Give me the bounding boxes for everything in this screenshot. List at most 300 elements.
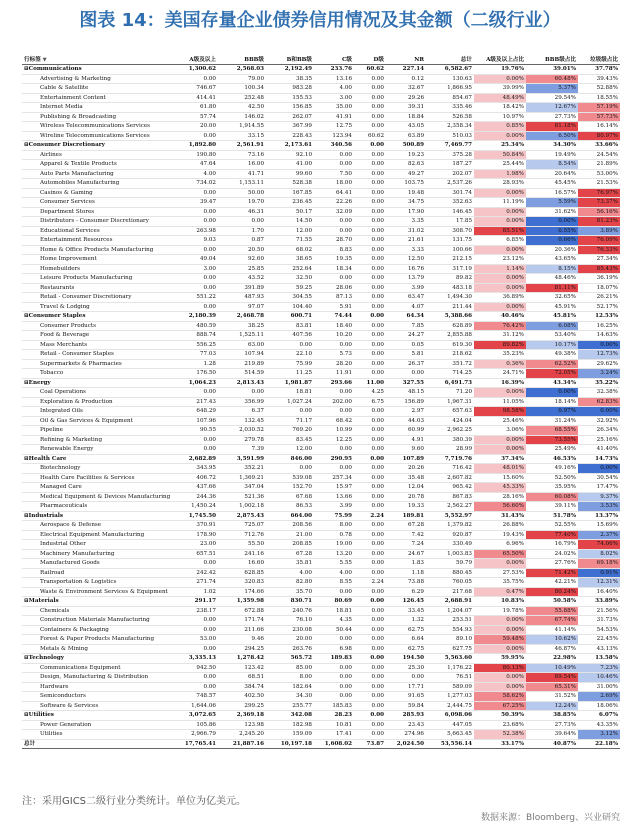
row-label: Food & Beverage	[22, 331, 172, 341]
c-value: 28.70	[314, 236, 354, 246]
total-value: 554.93	[426, 625, 474, 635]
bbb-value: 299.25	[218, 701, 266, 711]
col-header-label[interactable]: 行标签 ▼	[22, 44, 172, 65]
junk-share: 52.88%	[578, 84, 620, 94]
c-value: 19.35	[314, 255, 354, 265]
a-share: 26.88%	[474, 521, 526, 531]
junk-share: 12.53%	[578, 312, 620, 322]
junk-share: 33.66%	[578, 141, 620, 151]
nr-value: 64.34	[386, 312, 426, 322]
row-label: Power Generation	[22, 720, 172, 730]
b-bb-value: 159.09	[266, 730, 314, 740]
a-value: 0.00	[172, 302, 218, 312]
junk-share: 29.62%	[578, 359, 620, 369]
table-row	[22, 682, 620, 692]
d-value: 0.00	[354, 302, 386, 312]
nr-value: 39.31	[386, 103, 426, 113]
junk-share: 21.53%	[578, 179, 620, 189]
total-value: 716.42	[426, 464, 474, 474]
a-share: 65.50%	[474, 549, 526, 559]
row-label: Retail - Consumer Discretionary	[22, 293, 172, 303]
a-value: 406.72	[172, 473, 218, 483]
junk-share: 81.23%	[578, 217, 620, 227]
c-value: 8.00	[314, 521, 354, 531]
row-label: Publishing & Broadcasting	[22, 112, 172, 122]
a-value: 1,892.80	[172, 141, 218, 151]
nr-value: 189.81	[386, 511, 426, 521]
b-bb-value: 2,192.49	[266, 65, 314, 75]
total-value: 76.51	[426, 673, 474, 683]
nr-value: 6.29	[386, 587, 426, 597]
row-label: Consumer Services	[22, 198, 172, 208]
d-value: 0.00	[354, 340, 386, 350]
bbb-value: 19.70	[218, 198, 266, 208]
a-value: 242.42	[172, 568, 218, 578]
row-label: Consumer Products	[22, 321, 172, 331]
a-value: 23.00	[172, 540, 218, 550]
row-label: Managed Care	[22, 483, 172, 493]
table-row	[22, 483, 620, 493]
junk-share: 3.89%	[578, 226, 620, 236]
c-value: 18.00	[314, 179, 354, 189]
d-value: 0.00	[354, 540, 386, 550]
table-row	[22, 331, 620, 341]
col-header-a: A级及以上	[172, 44, 218, 65]
a-share: 0.00%	[474, 625, 526, 635]
b-bb-value: 228.43	[266, 131, 314, 141]
c-value: 18.40	[314, 321, 354, 331]
bbb-value: 146.02	[218, 112, 266, 122]
table-row	[22, 150, 620, 160]
bbb-share: 52.50%	[526, 473, 578, 483]
junk-share: 27.34%	[578, 255, 620, 265]
a-value: 1.02	[172, 587, 218, 597]
row-label: Advertising & Marketing	[22, 74, 172, 84]
c-value: 15.97	[314, 483, 354, 493]
a-share: 0.85%	[474, 122, 526, 132]
d-value: 0.00	[354, 188, 386, 198]
a-share: 0.00%	[474, 207, 526, 217]
a-share: 10.83%	[474, 597, 526, 607]
nr-value: 2.97	[386, 407, 426, 417]
col-header-bbb-share: BBB级占比	[526, 44, 578, 65]
a-value: 190.80	[172, 150, 218, 160]
nr-value: 274.96	[386, 730, 426, 740]
junk-share: 32.38%	[578, 388, 620, 398]
c-value: 11.91	[314, 369, 354, 379]
row-label: Supermarkets & Pharmacies	[22, 359, 172, 369]
a-share: 11.19%	[474, 198, 526, 208]
row-label: Internet Media	[22, 103, 172, 113]
nr-value: 19.33	[386, 502, 426, 512]
nr-value: 16.76	[386, 264, 426, 274]
junk-share: 7.23%	[578, 663, 620, 673]
junk-share: 25.16%	[578, 435, 620, 445]
bbb-share: 6.08%	[526, 321, 578, 331]
a-share: 19.43%	[474, 530, 526, 540]
nr-value: 29.26	[386, 93, 426, 103]
a-share: 15.60%	[474, 473, 526, 483]
table-row	[22, 587, 620, 597]
footnote: 注：采用GICS二级行业分类统计。单位为亿美元。	[22, 796, 247, 807]
bbb-value: 2,369.18	[218, 711, 266, 721]
row-label: Educational Services	[22, 226, 172, 236]
bbb-share: 25.49%	[526, 445, 578, 455]
b-bb-value: 528.38	[266, 179, 314, 189]
a-value: 2,682.89	[172, 454, 218, 464]
a-value: 61.80	[172, 103, 218, 113]
a-share: 1.14%	[474, 264, 526, 274]
junk-share: 0.00%	[578, 340, 620, 350]
total-value: 867.83	[426, 492, 474, 502]
bbb-share: 51.78%	[526, 511, 578, 521]
nr-value: 18.84	[386, 112, 426, 122]
b-bb-value: 0.00	[266, 407, 314, 417]
row-label: Oil & Gas Services & Equipment	[22, 416, 172, 426]
source-note: 数据来源：Bloomberg、兴业研究	[481, 813, 620, 823]
b-bb-value: 236.45	[266, 198, 314, 208]
table-row	[22, 84, 620, 94]
b-bb-value: 83.45	[266, 435, 314, 445]
b-bb-value: 59.25	[266, 283, 314, 293]
d-value: 0.00	[354, 435, 386, 445]
d-value: 0.00	[354, 606, 386, 616]
junk-share: 0.00%	[578, 407, 620, 417]
table-row	[22, 302, 620, 312]
sector-label: ⊟Technology	[22, 654, 172, 664]
bbb-share: 72.05%	[526, 369, 578, 379]
a-share: 0.00%	[474, 302, 526, 312]
junk-share: 10.46%	[578, 673, 620, 683]
sector-row	[22, 511, 620, 521]
d-value: 0.00	[354, 264, 386, 274]
junk-share: 36.19%	[578, 274, 620, 284]
sector-label: ⊟Utilities	[22, 711, 172, 721]
a-share: 0.00%	[474, 74, 526, 84]
total-value: 1,176.22	[426, 663, 474, 673]
total-value: 5,552.97	[426, 511, 474, 521]
total-value: 5,663.45	[426, 730, 474, 740]
a-share: 48.01%	[474, 464, 526, 474]
total-value: 202.07	[426, 169, 474, 179]
b-bb-value: 182.98	[266, 720, 314, 730]
table-row	[22, 350, 620, 360]
total-value: 130.63	[426, 74, 474, 84]
a-value: 0.00	[172, 673, 218, 683]
sector-row	[22, 454, 620, 464]
c-value: 3.00	[314, 93, 354, 103]
c-value: 4.00	[314, 84, 354, 94]
row-label: Tobacco	[22, 369, 172, 379]
nr-value: 7.24	[386, 540, 426, 550]
a-share: 0.00%	[474, 217, 526, 227]
row-label: Pipeline	[22, 426, 172, 436]
total-value: 1,494.30	[426, 293, 474, 303]
junk-share: 57.19%	[578, 103, 620, 113]
a-value: 551.22	[172, 293, 218, 303]
bbb-share: 0.55%	[526, 226, 578, 236]
bbb-share: 38.85%	[526, 711, 578, 721]
total-value: 2,607.82	[426, 473, 474, 483]
table-row	[22, 549, 620, 559]
sector-row	[22, 65, 620, 75]
a-value: 3,072.65	[172, 711, 218, 721]
nr-value: 7.85	[386, 321, 426, 331]
bbb-value: 55.50	[218, 540, 266, 550]
bbb-share: 27.76%	[526, 559, 578, 569]
total-value: 6,582.67	[426, 65, 474, 75]
b-bb-value: 41.00	[266, 160, 314, 170]
bbb-share: 46.53%	[526, 454, 578, 464]
d-value: 0.00	[354, 141, 386, 151]
a-share: 31.43%	[474, 511, 526, 521]
a-value: 57.74	[172, 112, 218, 122]
bbb-value: 2,468.78	[218, 312, 266, 322]
table-row	[22, 169, 620, 179]
c-value: 64.41	[314, 188, 354, 198]
b-bb-value: 76.10	[266, 616, 314, 626]
a-value: 0.00	[172, 616, 218, 626]
junk-share: 8.02%	[578, 549, 620, 559]
bbb-share: 10.49%	[526, 663, 578, 673]
nr-value: 63.47	[386, 293, 426, 303]
table-row	[22, 274, 620, 284]
a-share: 3.06%	[474, 426, 526, 436]
a-share: 27.53%	[474, 568, 526, 578]
bbb-value: 132.45	[218, 416, 266, 426]
bbb-value: 2,245.20	[218, 730, 266, 740]
a-value: 748.57	[172, 692, 218, 702]
total-value: 217.68	[426, 587, 474, 597]
d-value: 0.00	[354, 207, 386, 217]
a-share: 59.48%	[474, 635, 526, 645]
a-share: 23.12%	[474, 255, 526, 265]
col-header-nr: NR	[386, 44, 426, 65]
bbb-share: 65.31%	[526, 682, 578, 692]
junk-share: 74.06%	[578, 540, 620, 550]
d-value: 0.00	[354, 692, 386, 702]
row-label: Pharmaceuticals	[22, 502, 172, 512]
nr-value: 7.42	[386, 530, 426, 540]
d-value: 0.00	[354, 730, 386, 740]
bbb-value: 211.66	[218, 625, 266, 635]
table-row	[22, 530, 620, 540]
d-value: 0.00	[354, 179, 386, 189]
d-value: 73.87	[354, 739, 386, 749]
c-value: 123.94	[314, 131, 354, 141]
bbb-value: 20.50	[218, 245, 266, 255]
nr-value: 13.79	[386, 274, 426, 284]
d-value: 0.00	[354, 84, 386, 94]
a-value: 343.95	[172, 464, 218, 474]
bbb-share: 8.54%	[526, 160, 578, 170]
a-share: 0.00%	[474, 559, 526, 569]
row-label: Home & Office Products Manufacturing	[22, 245, 172, 255]
a-share: 39.99%	[474, 84, 526, 94]
c-value: 5.55	[314, 559, 354, 569]
bbb-value: 294.25	[218, 644, 266, 654]
c-value: 185.83	[314, 701, 354, 711]
bbb-value: 171.74	[218, 616, 266, 626]
bbb-value: 0.00	[218, 388, 266, 398]
c-value: 1,608.02	[314, 739, 354, 749]
a-share: 0.00%	[474, 131, 526, 141]
table-row	[22, 445, 620, 455]
junk-share: 57.73%	[578, 112, 620, 122]
bbb-share: 55.88%	[526, 606, 578, 616]
table-row	[22, 540, 620, 550]
a-share: 23.68%	[474, 720, 526, 730]
bbb-value: 1,153.11	[218, 179, 266, 189]
a-value: 3.00	[172, 264, 218, 274]
bbb-share: 32.65%	[526, 293, 578, 303]
nr-value: 26.37	[386, 359, 426, 369]
a-share: 0.00%	[474, 673, 526, 683]
bbb-value: 97.07	[218, 302, 266, 312]
b-bb-value: 208.56	[266, 521, 314, 531]
row-label: Chemicals	[22, 606, 172, 616]
a-share: 67.25%	[474, 701, 526, 711]
a-value: 77.03	[172, 350, 218, 360]
bbb-share: 68.55%	[526, 426, 578, 436]
bbb-value: 2,030.52	[218, 426, 266, 436]
table-row	[22, 188, 620, 198]
row-label: Auto Parts Manufacturing	[22, 169, 172, 179]
row-label: Wireline Telecommunications Services	[22, 131, 172, 141]
a-value: 1,064.23	[172, 378, 218, 388]
row-label: Airlines	[22, 150, 172, 160]
bbb-value: 79.00	[218, 74, 266, 84]
c-value: 10.99	[314, 426, 354, 436]
sector-row	[22, 711, 620, 721]
nr-value: 91.65	[386, 692, 426, 702]
total-value: 483.18	[426, 283, 474, 293]
total-value: 301.74	[426, 188, 474, 198]
a-share: 45.33%	[474, 483, 526, 493]
total-value: 1,866.95	[426, 84, 474, 94]
bbb-share: 49.38%	[526, 350, 578, 360]
a-value: 53.00	[172, 635, 218, 645]
a-value: 648.29	[172, 407, 218, 417]
total-value: 335.46	[426, 103, 474, 113]
a-value: 2,180.39	[172, 312, 218, 322]
d-value: 11.00	[354, 378, 386, 388]
table-row	[22, 616, 620, 626]
table-row	[22, 217, 620, 227]
total-value: 965.42	[426, 483, 474, 493]
row-label: Utilities	[22, 730, 172, 740]
row-label: Department Stores	[22, 207, 172, 217]
d-value: 0.00	[354, 663, 386, 673]
a-value: 0.00	[172, 207, 218, 217]
a-share: 89.82%	[474, 340, 526, 350]
a-share: 6.96%	[474, 540, 526, 550]
total-value: 510.03	[426, 131, 474, 141]
c-value: 4.35	[314, 616, 354, 626]
junk-share: 3.24%	[578, 369, 620, 379]
total-value: 17.85	[426, 217, 474, 227]
total-value: 308.70	[426, 226, 474, 236]
bbb-value: 16.60	[218, 559, 266, 569]
a-share: 0.00%	[474, 245, 526, 255]
junk-share: 43.35%	[578, 720, 620, 730]
credit-table	[22, 44, 620, 749]
row-label: Cable & Satellite	[22, 84, 172, 94]
total-value: 526.58	[426, 112, 474, 122]
bbb-share: 10.17%	[526, 340, 578, 350]
bbb-value: 514.59	[218, 369, 266, 379]
total-value: 351.72	[426, 359, 474, 369]
bbb-value: 487.93	[218, 293, 266, 303]
d-value: 0.00	[354, 682, 386, 692]
filter-dropdown-icon[interactable]: ▼	[42, 57, 47, 63]
junk-share: 53.00%	[578, 169, 620, 179]
b-bb-value: 342.08	[266, 711, 314, 721]
b-bb-value: 1,981.87	[266, 378, 314, 388]
table-row	[22, 122, 620, 132]
nr-value: 21.61	[386, 236, 426, 246]
bbb-value: 2,813.43	[218, 378, 266, 388]
nr-value: 62.75	[386, 625, 426, 635]
a-share: 33.17%	[474, 739, 526, 749]
b-bb-value: 2,173.61	[266, 141, 314, 151]
b-bb-value: 83.81	[266, 321, 314, 331]
bbb-share: 45.81%	[526, 312, 578, 322]
table-row	[22, 692, 620, 702]
junk-share: 30.54%	[578, 473, 620, 483]
nr-value: 25.30	[386, 663, 426, 673]
c-value: 12.25	[314, 435, 354, 445]
total-value: 7,469.77	[426, 141, 474, 151]
b-bb-value: 22.10	[266, 350, 314, 360]
bbb-share: 81.11%	[526, 283, 578, 293]
c-value: 202.00	[314, 397, 354, 407]
b-bb-value: 155.53	[266, 93, 314, 103]
sector-label: ⊟Consumer Discretionary	[22, 141, 172, 151]
row-label: Waste & Environment Services & Equipment	[22, 587, 172, 597]
a-share: 80.13%	[474, 663, 526, 673]
c-value: 0.78	[314, 530, 354, 540]
junk-share: 0.91%	[578, 568, 620, 578]
nr-value: 67.28	[386, 521, 426, 531]
row-label: Forest & Paper Products Manufacturing	[22, 635, 172, 645]
junk-share: 14.73%	[578, 454, 620, 464]
c-value: 5.73	[314, 350, 354, 360]
a-share: 28.16%	[474, 492, 526, 502]
a-share: 0.47%	[474, 587, 526, 597]
a-value: 0.00	[172, 625, 218, 635]
c-value: 0.00	[314, 217, 354, 227]
nr-value: 0.05	[386, 340, 426, 350]
bbb-share: 45.45%	[526, 179, 578, 189]
table-row	[22, 568, 620, 578]
d-value: 0.00	[354, 644, 386, 654]
junk-share: 2.69%	[578, 692, 620, 702]
junk-share: 62.83%	[578, 397, 620, 407]
total-value: 211.44	[426, 302, 474, 312]
bbb-value: 252.48	[218, 93, 266, 103]
a-value: 263.98	[172, 226, 218, 236]
nr-value: 73.88	[386, 578, 426, 588]
b-bb-value: 0.00	[266, 464, 314, 474]
c-value: 10.81	[314, 720, 354, 730]
bbb-share: 43.34%	[526, 378, 578, 388]
row-label: Renewable Energy	[22, 445, 172, 455]
c-value: 19.00	[314, 540, 354, 550]
total-value: 657.63	[426, 407, 474, 417]
a-value: 0.00	[172, 435, 218, 445]
total-value: 2,855.88	[426, 331, 474, 341]
